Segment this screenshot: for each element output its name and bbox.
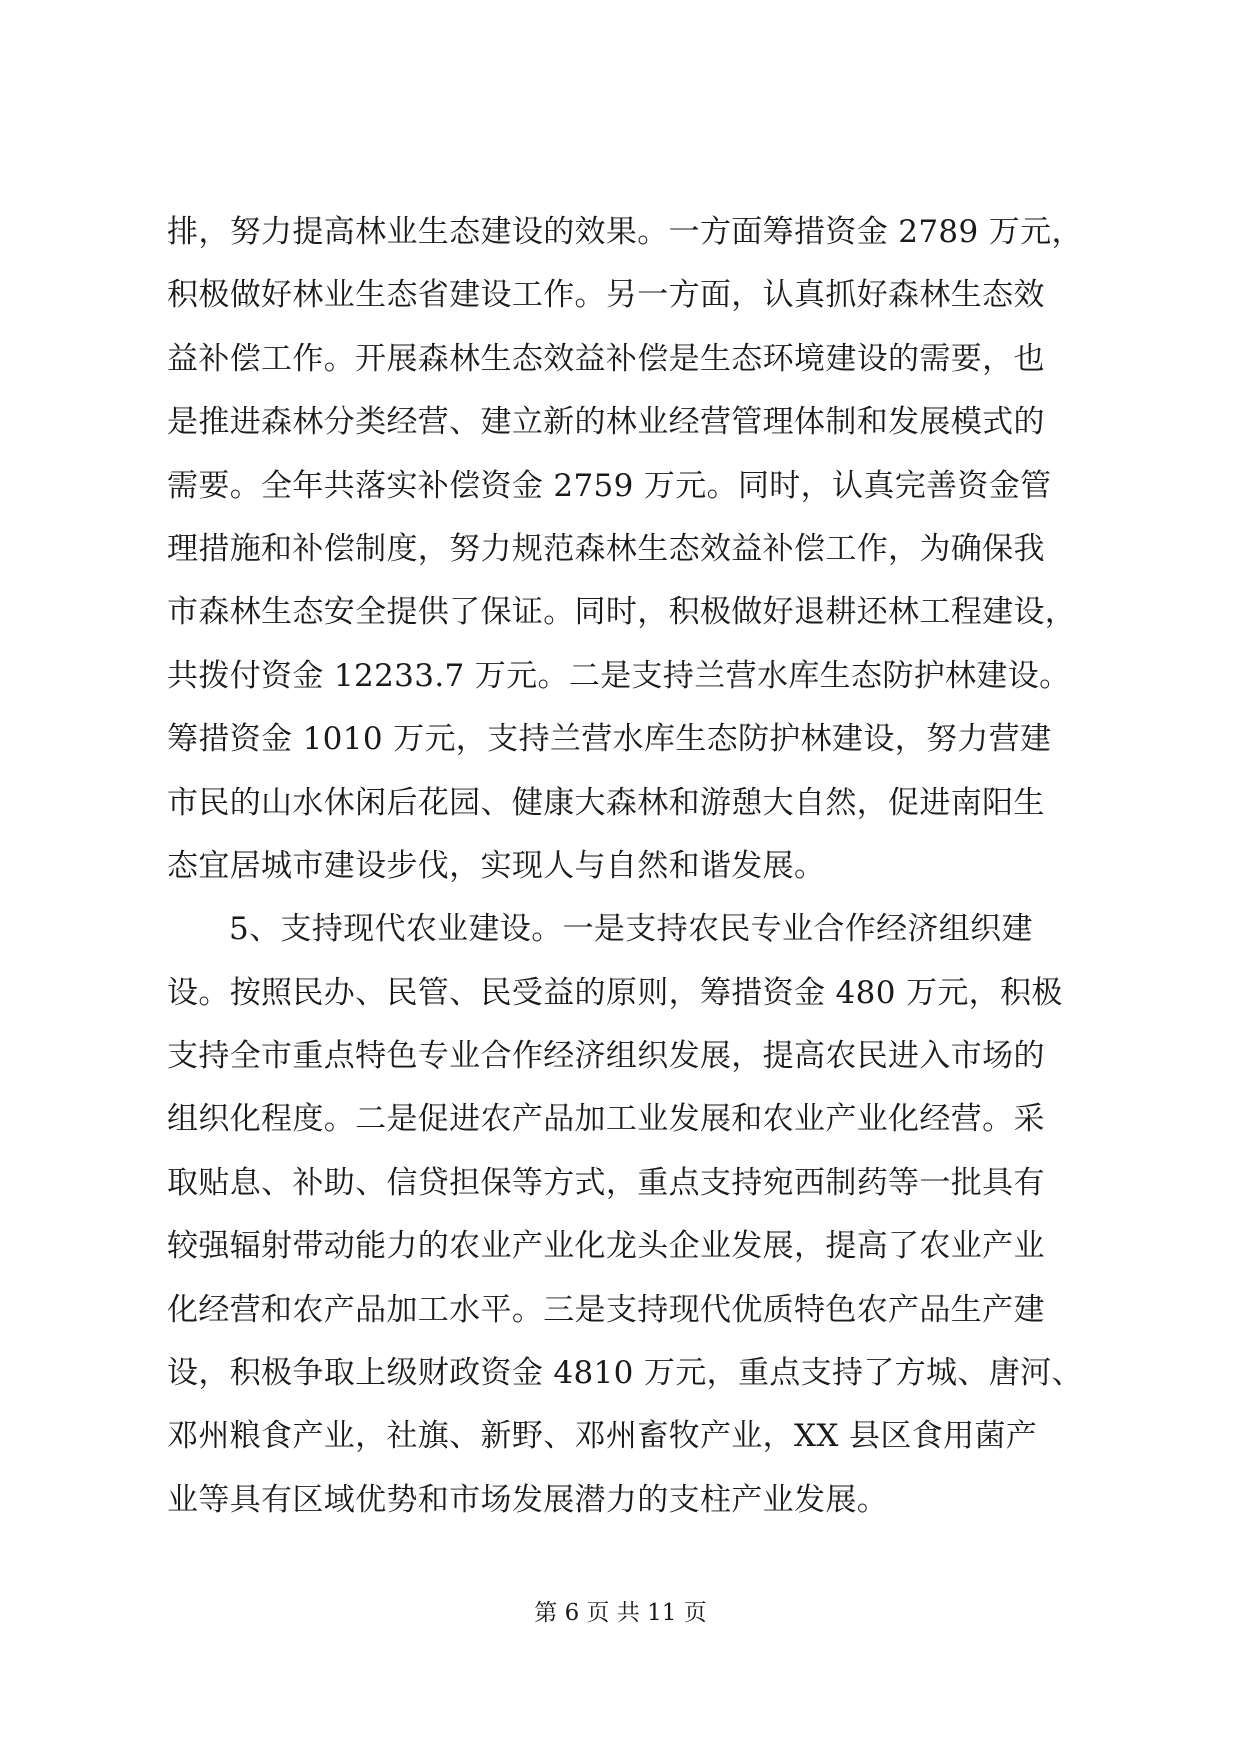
text-line: 排，努力提高林业生态建设的效果。一方面筹措资金 2789 万元，	[167, 214, 1083, 250]
text-line: 市民的山水休闲后花园、健康大森林和游憩大自然，促进南阳生	[167, 784, 1045, 821]
page-number: 第 6 页 共 11 页	[534, 1600, 707, 1626]
text-line: 设，积极争取上级财政资金 4810 万元，重点支持了方城、唐河、	[167, 1355, 1083, 1392]
text-line: 业等具有区域优势和市场发展潜力的支柱产业发展。	[167, 1481, 889, 1518]
text-line: 支持全市重点特色专业合作经济组织发展，提高农民进入市场的	[167, 1038, 1045, 1075]
text-line: 较强辐射带动能力的农业产业化龙头企业发展，提高了农业产业	[167, 1228, 1045, 1265]
text-line: 组织化程度。二是促进农产品加工业发展和农业产业化经营。采	[167, 1101, 1045, 1138]
text-line: 需要。全年共落实补偿资金 2759 万元。同时，认真完善资金管	[167, 467, 1052, 504]
text-line: 邓州粮食产业，社旗、新野、邓州畜牧产业，XX 县区食用菌产	[167, 1418, 1038, 1455]
body-text	[167, 201, 1083, 1532]
text-line: 益补偿工作。开展森林生态效益补偿是生态环境建设的需要，也	[167, 340, 1045, 377]
text-line: 是推进森林分类经营、建立新的林业经营管理体制和发展模式的	[167, 404, 1045, 441]
paragraph-start-line: 5、支持现代农业建设。一是支持农民专业合作经济组织建	[229, 911, 1033, 948]
text-line: 取贴息、补助、信贷担保等方式，重点支持宛西制药等一批具有	[167, 1164, 1045, 1201]
text-line: 积极做好林业生态省建设工作。另一方面，认真抓好森林生态效	[167, 277, 1045, 314]
text-line: 理措施和补偿制度，努力规范森林生态效益补偿工作，为确保我	[167, 530, 1045, 567]
text-line: 态宜居城市建设步伐，实现人与自然和谐发展。	[167, 847, 826, 884]
text-line: 共拨付资金 12233.7 万元。二是支持兰营水库生态防护林建设。	[167, 657, 1071, 694]
text-line: 化经营和农产品加工水平。三是支持现代优质特色农产品生产建	[167, 1291, 1045, 1328]
text-line: 市森林生态安全提供了保证。同时，积极做好退耕还林工程建设，	[167, 594, 1077, 631]
text-line: 筹措资金 1010 万元，支持兰营水库生态防护林建设，努力营建	[167, 721, 1052, 758]
text-line: 设。按照民办、民管、民受益的原则，筹措资金 480 万元，积极	[167, 974, 1063, 1011]
